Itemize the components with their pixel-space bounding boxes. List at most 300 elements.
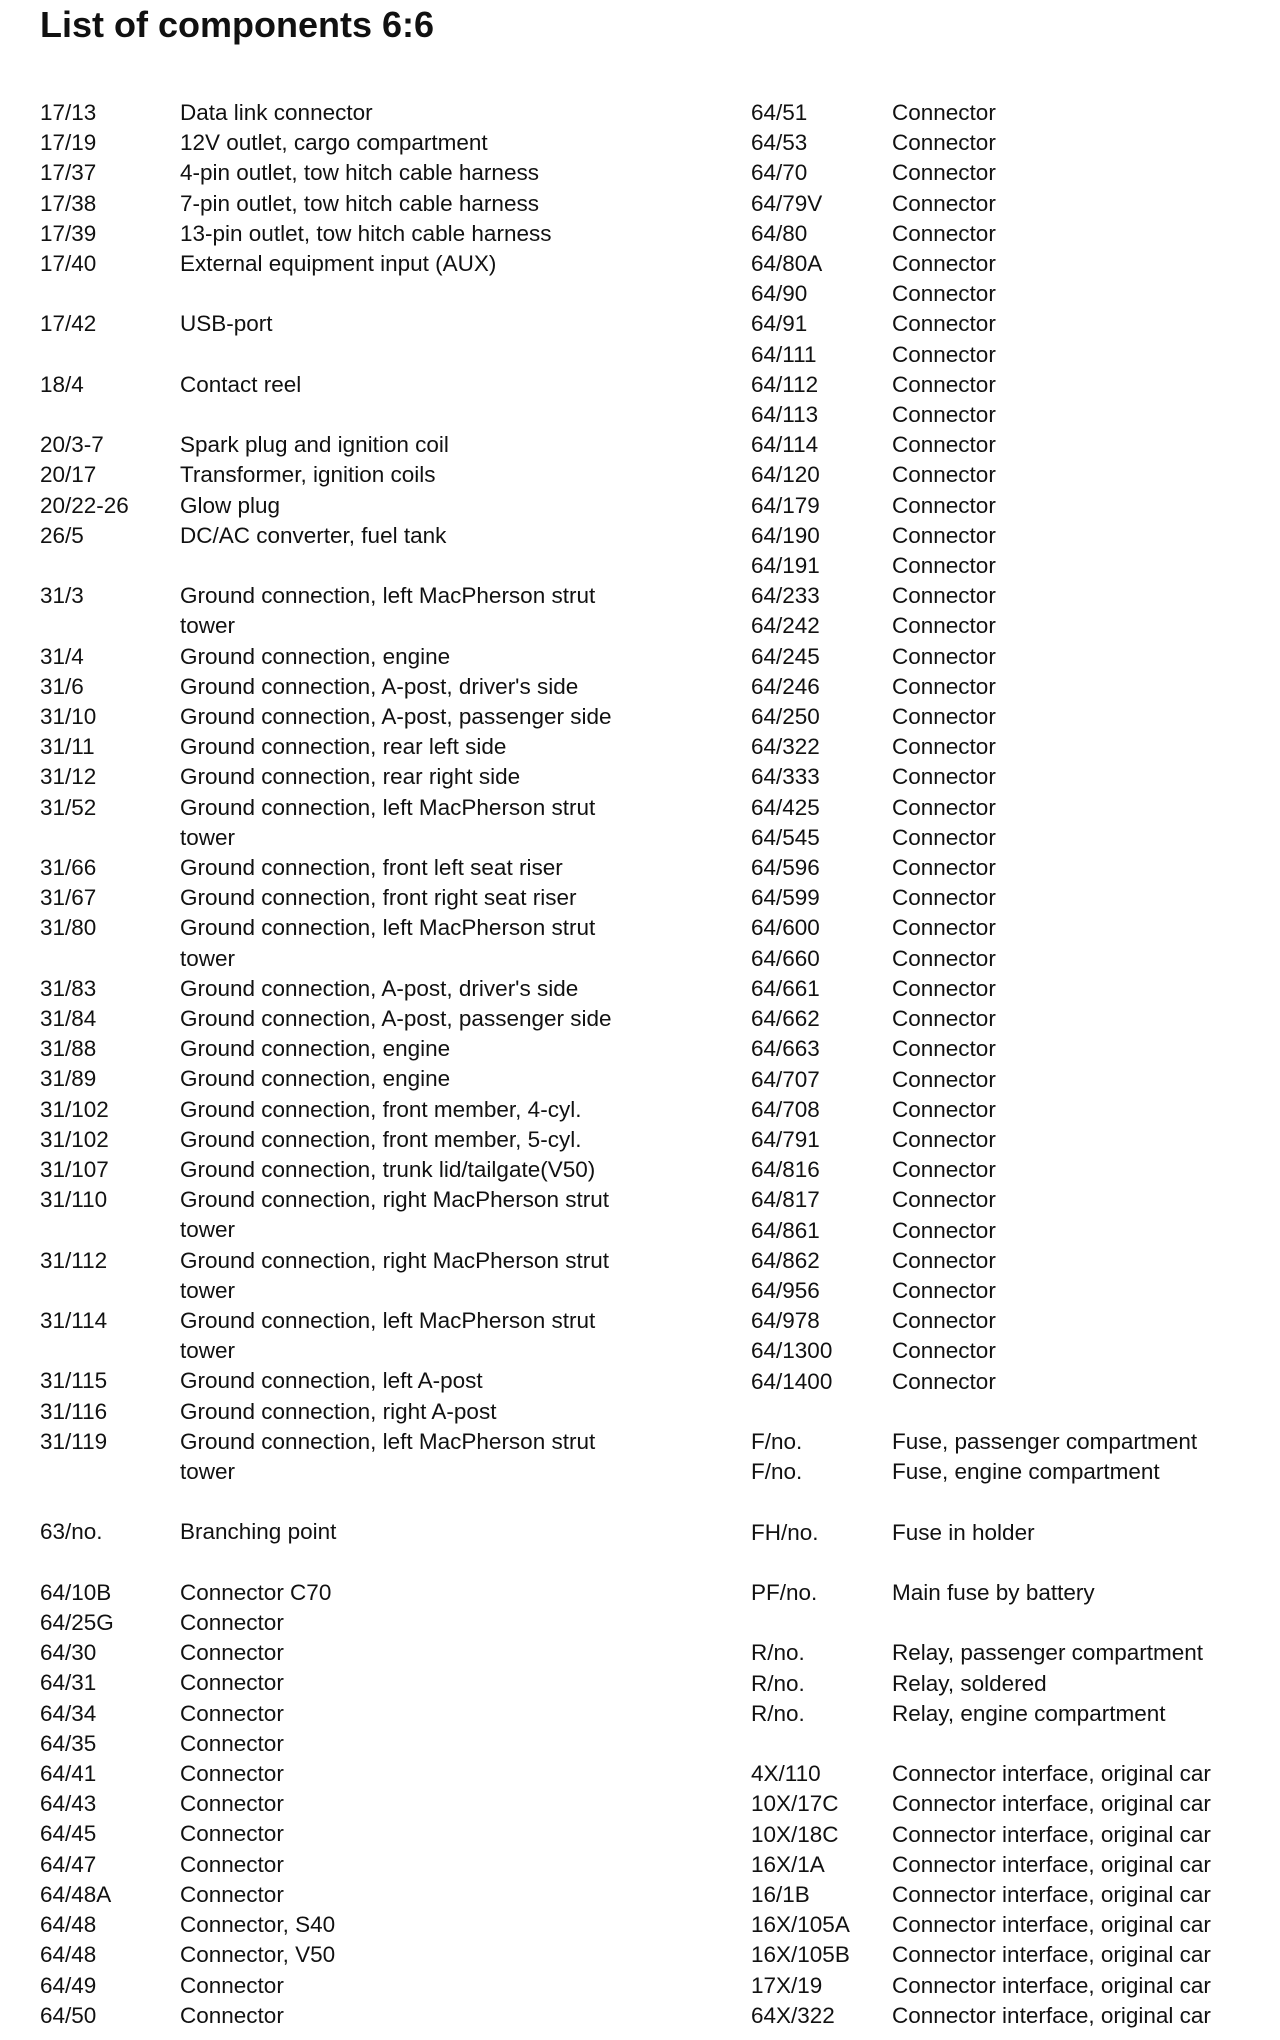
component-code: 31/83 bbox=[40, 975, 97, 1001]
component-row bbox=[751, 309, 1271, 339]
component-row bbox=[751, 430, 1271, 460]
component-description: Connector interface, original car bbox=[892, 1942, 1211, 1968]
component-row bbox=[751, 521, 1271, 551]
component-row bbox=[40, 1608, 680, 1638]
component-description: External equipment input (AUX) bbox=[180, 251, 497, 277]
component-description: Connector bbox=[892, 281, 996, 307]
component-row bbox=[40, 98, 680, 128]
component-row bbox=[751, 400, 1271, 430]
component-code: 31/102 bbox=[40, 1126, 109, 1152]
component-code: 31/80 bbox=[40, 915, 97, 941]
component-code: 20/3-7 bbox=[40, 432, 104, 458]
component-row bbox=[751, 642, 1271, 672]
list-spacer bbox=[751, 1397, 1271, 1427]
component-code: 31/11 bbox=[40, 734, 95, 760]
component-description: Connector bbox=[180, 1640, 284, 1666]
component-code: 64/53 bbox=[751, 130, 808, 156]
component-description: Connector interface, original car bbox=[892, 2002, 1211, 2028]
component-description: Relay, passenger compartment bbox=[892, 1640, 1203, 1666]
component-description: Connector bbox=[892, 553, 996, 579]
component-row bbox=[40, 1910, 680, 1940]
component-row bbox=[40, 1397, 680, 1427]
component-code: F/no. bbox=[751, 1459, 803, 1485]
component-row bbox=[40, 762, 680, 792]
component-code: 10X/17C bbox=[751, 1791, 839, 1817]
component-description: Spark plug and ignition coil bbox=[180, 432, 449, 458]
component-row bbox=[751, 219, 1271, 249]
component-code: F/no. bbox=[751, 1428, 803, 1454]
component-description: Connector bbox=[180, 1700, 284, 1726]
component-code: 64/660 bbox=[751, 945, 820, 971]
component-description: Connector bbox=[180, 2002, 284, 2028]
component-row bbox=[40, 1729, 680, 1759]
component-description: Connector bbox=[892, 794, 996, 820]
component-row bbox=[40, 853, 680, 883]
component-description: Connector bbox=[892, 1277, 996, 1303]
component-description: Ground connection, right MacPherson strut tower bbox=[180, 1187, 609, 1243]
component-description: Connector bbox=[180, 1670, 284, 1696]
component-description: Connector bbox=[892, 734, 996, 760]
list-spacer bbox=[40, 340, 680, 370]
component-description: USB-port bbox=[180, 311, 273, 337]
component-code: 20/17 bbox=[40, 462, 97, 488]
page-title: List of components 6:6 bbox=[40, 4, 435, 45]
component-row bbox=[751, 611, 1271, 641]
component-row bbox=[751, 974, 1271, 1004]
component-row bbox=[40, 1880, 680, 1910]
component-row bbox=[751, 1065, 1271, 1095]
component-description: Connector bbox=[892, 1126, 996, 1152]
component-description: Connector bbox=[892, 1006, 996, 1032]
component-code: 64/30 bbox=[40, 1640, 97, 1666]
component-row bbox=[751, 672, 1271, 702]
component-description: Connector bbox=[892, 1066, 996, 1092]
component-row bbox=[751, 853, 1271, 883]
component-description: Ground connection, front right seat riser bbox=[180, 885, 577, 911]
component-row bbox=[40, 1819, 680, 1849]
component-description: Connector bbox=[892, 673, 996, 699]
component-code: PF/no. bbox=[751, 1579, 818, 1605]
component-description: Connector interface, original car bbox=[892, 1761, 1211, 1787]
list-spacer bbox=[40, 400, 680, 430]
component-row bbox=[751, 1216, 1271, 1246]
component-code: 26/5 bbox=[40, 522, 84, 548]
component-code: 64/35 bbox=[40, 1730, 97, 1756]
component-description: Connector bbox=[892, 190, 996, 216]
component-description: 12V outlet, cargo compartment bbox=[180, 130, 488, 156]
component-description: Connector bbox=[892, 100, 996, 125]
component-row bbox=[751, 491, 1271, 521]
component-description: Connector bbox=[892, 643, 996, 669]
component-description: Main fuse by battery bbox=[892, 1579, 1095, 1605]
component-code: 64/114 bbox=[751, 432, 819, 458]
list-spacer bbox=[40, 1548, 680, 1578]
component-code: 31/115 bbox=[40, 1368, 108, 1394]
component-code: R/no. bbox=[751, 1640, 805, 1666]
component-description: Ground connection, engine bbox=[180, 1036, 451, 1062]
component-description: Connector bbox=[180, 1610, 284, 1636]
component-code: 64/817 bbox=[751, 1187, 820, 1213]
component-code: 31/67 bbox=[40, 885, 97, 911]
component-row bbox=[40, 430, 680, 460]
component-row bbox=[40, 581, 680, 641]
component-code: 16X/105B bbox=[751, 1942, 850, 1968]
component-description: Connector bbox=[892, 1338, 996, 1364]
component-code: 64/47 bbox=[40, 1851, 97, 1877]
component-row bbox=[751, 189, 1271, 219]
component-row bbox=[40, 158, 680, 188]
component-code: 64/51 bbox=[751, 100, 808, 125]
component-description: Ground connection, engine bbox=[180, 1066, 451, 1092]
component-row bbox=[751, 1789, 1271, 1819]
component-row bbox=[40, 491, 680, 521]
component-row bbox=[40, 1427, 680, 1487]
component-row bbox=[40, 370, 680, 400]
component-row bbox=[751, 1336, 1271, 1366]
component-row bbox=[751, 1004, 1271, 1034]
component-code: 17/42 bbox=[40, 311, 97, 337]
component-description: Connector bbox=[892, 613, 996, 639]
component-row bbox=[40, 732, 680, 762]
component-row bbox=[40, 219, 680, 249]
component-code: 16/1B bbox=[751, 1881, 810, 1907]
component-code: 64/48A bbox=[40, 1881, 112, 1907]
component-row bbox=[40, 702, 680, 732]
component-row bbox=[751, 1034, 1271, 1064]
component-description: Connector bbox=[892, 583, 996, 609]
component-description: Data link connector bbox=[180, 100, 373, 125]
component-description: Connector bbox=[892, 1036, 996, 1062]
component-description: Ground connection, A-post, passenger side bbox=[180, 704, 612, 729]
component-description: Connector bbox=[892, 945, 996, 971]
component-row bbox=[40, 2001, 680, 2031]
component-row bbox=[40, 521, 680, 551]
component-description: Ground connection, trunk lid/tailgate(V50) bbox=[180, 1157, 596, 1183]
component-code: 63/no. bbox=[40, 1519, 103, 1545]
component-description: Ground connection, left MacPherson strut tower bbox=[180, 1428, 596, 1485]
component-code: 64/708 bbox=[751, 1096, 820, 1122]
component-row bbox=[751, 793, 1271, 823]
component-code: 31/102 bbox=[40, 1096, 109, 1122]
component-code: 64/120 bbox=[751, 462, 820, 488]
component-row bbox=[40, 1850, 680, 1880]
component-description: Connector bbox=[892, 824, 996, 850]
component-row bbox=[751, 1155, 1271, 1185]
component-row bbox=[751, 1518, 1271, 1548]
component-list-left-column bbox=[40, 98, 680, 2031]
component-code: 64/663 bbox=[751, 1036, 820, 1062]
component-code: 64/34 bbox=[40, 1700, 97, 1726]
component-description: Transformer, ignition coils bbox=[180, 462, 436, 488]
component-description: Connector bbox=[180, 1761, 284, 1787]
component-code: 64/861 bbox=[751, 1217, 820, 1243]
component-row bbox=[751, 551, 1271, 581]
component-row bbox=[751, 1578, 1271, 1608]
component-description: Fuse, passenger compartment bbox=[892, 1428, 1198, 1454]
component-code: 31/3 bbox=[40, 583, 84, 609]
component-code: 64/978 bbox=[751, 1308, 820, 1334]
component-description: Connector bbox=[892, 522, 996, 548]
component-row bbox=[751, 340, 1271, 370]
component-description: 13-pin outlet, tow hitch cable harness bbox=[180, 220, 552, 246]
component-row bbox=[751, 581, 1271, 611]
component-code: 64/10B bbox=[40, 1579, 112, 1605]
component-code: 64/707 bbox=[751, 1066, 820, 1092]
component-code: 64/245 bbox=[751, 643, 820, 669]
component-description: Relay, soldered bbox=[892, 1670, 1047, 1696]
component-description: Ground connection, left MacPherson strut tower bbox=[180, 1308, 596, 1364]
component-row bbox=[751, 1276, 1271, 1306]
component-code: 64/111 bbox=[751, 341, 817, 367]
component-code: 17/37 bbox=[40, 160, 97, 186]
component-description: Ground connection, engine bbox=[180, 643, 451, 669]
component-list-right-column bbox=[751, 98, 1271, 2031]
component-code: 31/66 bbox=[40, 855, 97, 881]
component-row bbox=[40, 1578, 680, 1608]
list-spacer bbox=[40, 551, 680, 581]
component-description: Ground connection, left MacPherson strut tower bbox=[180, 583, 596, 639]
component-description: Connector bbox=[180, 1851, 284, 1877]
component-description: Ground connection, front member, 4-cyl. bbox=[180, 1096, 582, 1122]
component-row bbox=[751, 1306, 1271, 1336]
component-description: Connector C70 bbox=[180, 1579, 332, 1605]
component-code: 17/38 bbox=[40, 190, 97, 216]
component-description: Connector bbox=[892, 341, 996, 367]
component-description: Connector interface, original car bbox=[892, 1881, 1211, 1907]
component-code: 64/596 bbox=[751, 855, 820, 881]
component-code: 64/545 bbox=[751, 824, 820, 850]
component-description: Connector, S40 bbox=[180, 1912, 336, 1938]
component-row bbox=[751, 1880, 1271, 1910]
component-code: 64/25G bbox=[40, 1610, 114, 1636]
component-code: 64/662 bbox=[751, 1006, 820, 1032]
component-description: Connector bbox=[892, 915, 996, 941]
component-row bbox=[40, 1759, 680, 1789]
component-description: Connector bbox=[892, 160, 996, 186]
component-row bbox=[40, 249, 680, 279]
component-code: 64/79V bbox=[751, 190, 823, 216]
component-row bbox=[751, 913, 1271, 943]
component-code: 64/90 bbox=[751, 281, 808, 307]
component-row bbox=[751, 944, 1271, 974]
component-row bbox=[40, 793, 680, 853]
component-code: 64/48 bbox=[40, 1912, 97, 1938]
component-row bbox=[40, 1306, 680, 1366]
component-row bbox=[751, 1246, 1271, 1276]
component-row bbox=[40, 642, 680, 672]
component-description: Connector bbox=[892, 855, 996, 881]
component-row bbox=[751, 883, 1271, 913]
component-description: Connector bbox=[892, 1308, 996, 1334]
component-code: FH/no. bbox=[751, 1519, 819, 1545]
component-description: Connector bbox=[892, 1368, 996, 1394]
component-description: Ground connection, A-post, passenger side bbox=[180, 1006, 612, 1032]
component-description: Ground connection, front left seat riser bbox=[180, 855, 563, 881]
component-code: R/no. bbox=[751, 1670, 805, 1696]
component-row bbox=[40, 1125, 680, 1155]
component-code: 64/242 bbox=[751, 613, 820, 639]
component-code: 18/4 bbox=[40, 371, 84, 397]
component-code: 31/88 bbox=[40, 1036, 97, 1062]
component-description: Connector bbox=[892, 462, 996, 488]
component-row bbox=[40, 1971, 680, 2001]
component-row bbox=[751, 1669, 1271, 1699]
component-description: 4-pin outlet, tow hitch cable harness bbox=[180, 160, 539, 186]
component-row bbox=[40, 460, 680, 490]
component-row bbox=[751, 1940, 1271, 1970]
component-row bbox=[751, 1367, 1271, 1397]
component-code: 64/48 bbox=[40, 1942, 97, 1968]
component-code: 31/84 bbox=[40, 1006, 97, 1032]
component-code: 17/40 bbox=[40, 251, 97, 277]
component-row bbox=[751, 1638, 1271, 1668]
component-row bbox=[40, 1940, 680, 1970]
component-code: 31/10 bbox=[40, 704, 97, 729]
component-code: R/no. bbox=[751, 1700, 805, 1726]
component-row bbox=[40, 883, 680, 913]
component-description: Connector interface, original car bbox=[892, 1791, 1211, 1817]
component-row bbox=[40, 1517, 680, 1547]
component-description: Connector bbox=[892, 764, 996, 790]
component-code: 64/113 bbox=[751, 402, 819, 428]
component-code: 4X/110 bbox=[751, 1761, 821, 1787]
component-description: Connector bbox=[892, 220, 996, 246]
component-code: 64/600 bbox=[751, 915, 820, 941]
list-spacer bbox=[751, 1487, 1271, 1517]
component-description: Connector bbox=[892, 1187, 996, 1213]
component-code: 64/80A bbox=[751, 251, 823, 277]
component-description: Connector bbox=[892, 371, 996, 397]
component-description: Branching point bbox=[180, 1519, 337, 1545]
component-code: 31/107 bbox=[40, 1157, 109, 1183]
component-row bbox=[751, 1971, 1271, 2001]
component-row bbox=[40, 1246, 680, 1306]
component-code: 31/89 bbox=[40, 1066, 97, 1092]
component-row bbox=[751, 1185, 1271, 1215]
component-description: Relay, engine compartment bbox=[892, 1700, 1166, 1726]
component-description: Connector bbox=[180, 1730, 284, 1756]
component-row bbox=[751, 1850, 1271, 1880]
component-description: Fuse, engine compartment bbox=[892, 1459, 1160, 1485]
component-code: 16X/105A bbox=[751, 1912, 850, 1938]
list-spacer bbox=[751, 1608, 1271, 1638]
component-code: 64/599 bbox=[751, 885, 820, 911]
component-code: 17/19 bbox=[40, 130, 97, 156]
component-code: 31/110 bbox=[40, 1187, 108, 1213]
component-code: 31/52 bbox=[40, 794, 97, 820]
component-description: Connector bbox=[892, 1096, 996, 1122]
component-row bbox=[751, 1759, 1271, 1789]
component-row bbox=[751, 1699, 1271, 1729]
component-row bbox=[40, 1668, 680, 1698]
component-code: 31/119 bbox=[40, 1428, 108, 1454]
component-code: 20/22-26 bbox=[40, 492, 129, 518]
component-description: Ground connection, A-post, driver's side bbox=[180, 975, 579, 1001]
component-row bbox=[751, 823, 1271, 853]
component-row bbox=[751, 1457, 1271, 1487]
component-code: 16X/1A bbox=[751, 1851, 825, 1877]
component-description: Ground connection, left A-post bbox=[180, 1368, 483, 1394]
component-code: 64/956 bbox=[751, 1277, 820, 1303]
component-description: Connector bbox=[892, 432, 996, 458]
list-spacer bbox=[40, 1487, 680, 1517]
component-code: 64/233 bbox=[751, 583, 820, 609]
component-code: 64/1400 bbox=[751, 1368, 833, 1394]
component-row bbox=[751, 2001, 1271, 2031]
component-row bbox=[751, 1427, 1271, 1457]
component-row bbox=[751, 460, 1271, 490]
component-code: 31/114 bbox=[40, 1308, 108, 1334]
component-row bbox=[751, 98, 1271, 128]
component-row bbox=[40, 974, 680, 1004]
component-description: Connector bbox=[892, 1157, 996, 1183]
component-description: 7-pin outlet, tow hitch cable harness bbox=[180, 190, 539, 216]
component-description: Connector bbox=[892, 492, 996, 518]
component-row bbox=[751, 1820, 1271, 1850]
component-description: Connector bbox=[180, 1791, 284, 1817]
component-code: 17/13 bbox=[40, 100, 97, 125]
component-description: Ground connection, left MacPherson strut tower bbox=[180, 915, 596, 971]
component-row bbox=[40, 1699, 680, 1729]
component-description: Ground connection, rear left side bbox=[180, 734, 507, 760]
component-code: 64/246 bbox=[751, 673, 820, 699]
component-description: Fuse in holder bbox=[892, 1519, 1035, 1545]
component-row bbox=[40, 1004, 680, 1034]
component-code: 64/791 bbox=[751, 1126, 820, 1152]
component-code: 64/816 bbox=[751, 1157, 820, 1183]
component-code: 64X/322 bbox=[751, 2002, 835, 2028]
component-code: 17/39 bbox=[40, 220, 97, 246]
component-description: Ground connection, front member, 5-cyl. bbox=[180, 1126, 582, 1152]
component-row bbox=[40, 1034, 680, 1064]
component-description: Connector bbox=[892, 975, 996, 1001]
component-code: 64/333 bbox=[751, 764, 820, 790]
component-description: Connector bbox=[892, 130, 996, 156]
component-description: Connector interface, original car bbox=[892, 1821, 1211, 1847]
component-description: Ground connection, right MacPherson strut tower bbox=[180, 1247, 609, 1303]
component-description: Ground connection, rear right side bbox=[180, 764, 521, 790]
component-code: 64/70 bbox=[751, 160, 808, 186]
component-description: Ground connection, A-post, driver's side bbox=[180, 673, 579, 699]
component-code: 17X/19 bbox=[751, 1972, 823, 1998]
component-description: Connector, V50 bbox=[180, 1942, 336, 1968]
component-description: Connector bbox=[892, 311, 996, 337]
component-code: 64/49 bbox=[40, 1972, 97, 1998]
component-code: 64/43 bbox=[40, 1791, 97, 1817]
component-description: Connector bbox=[892, 704, 996, 730]
component-code: 64/41 bbox=[40, 1761, 97, 1787]
component-row bbox=[751, 702, 1271, 732]
component-row bbox=[751, 1095, 1271, 1125]
component-code: 64/31 bbox=[40, 1670, 97, 1696]
component-description: Connector bbox=[892, 402, 996, 428]
component-description: Connector bbox=[892, 1217, 996, 1243]
component-description: Connector bbox=[892, 885, 996, 911]
component-code: 10X/18C bbox=[751, 1821, 839, 1847]
component-row bbox=[751, 249, 1271, 279]
component-row bbox=[751, 1125, 1271, 1155]
component-code: 31/6 bbox=[40, 673, 84, 699]
component-code: 64/45 bbox=[40, 1821, 97, 1847]
component-description: Glow plug bbox=[180, 492, 281, 518]
component-code: 64/322 bbox=[751, 734, 820, 760]
component-row bbox=[751, 762, 1271, 792]
component-code: 31/12 bbox=[40, 764, 97, 790]
component-row bbox=[40, 1638, 680, 1668]
list-spacer bbox=[751, 1548, 1271, 1578]
component-code: 64/250 bbox=[751, 704, 820, 730]
component-row bbox=[40, 189, 680, 219]
